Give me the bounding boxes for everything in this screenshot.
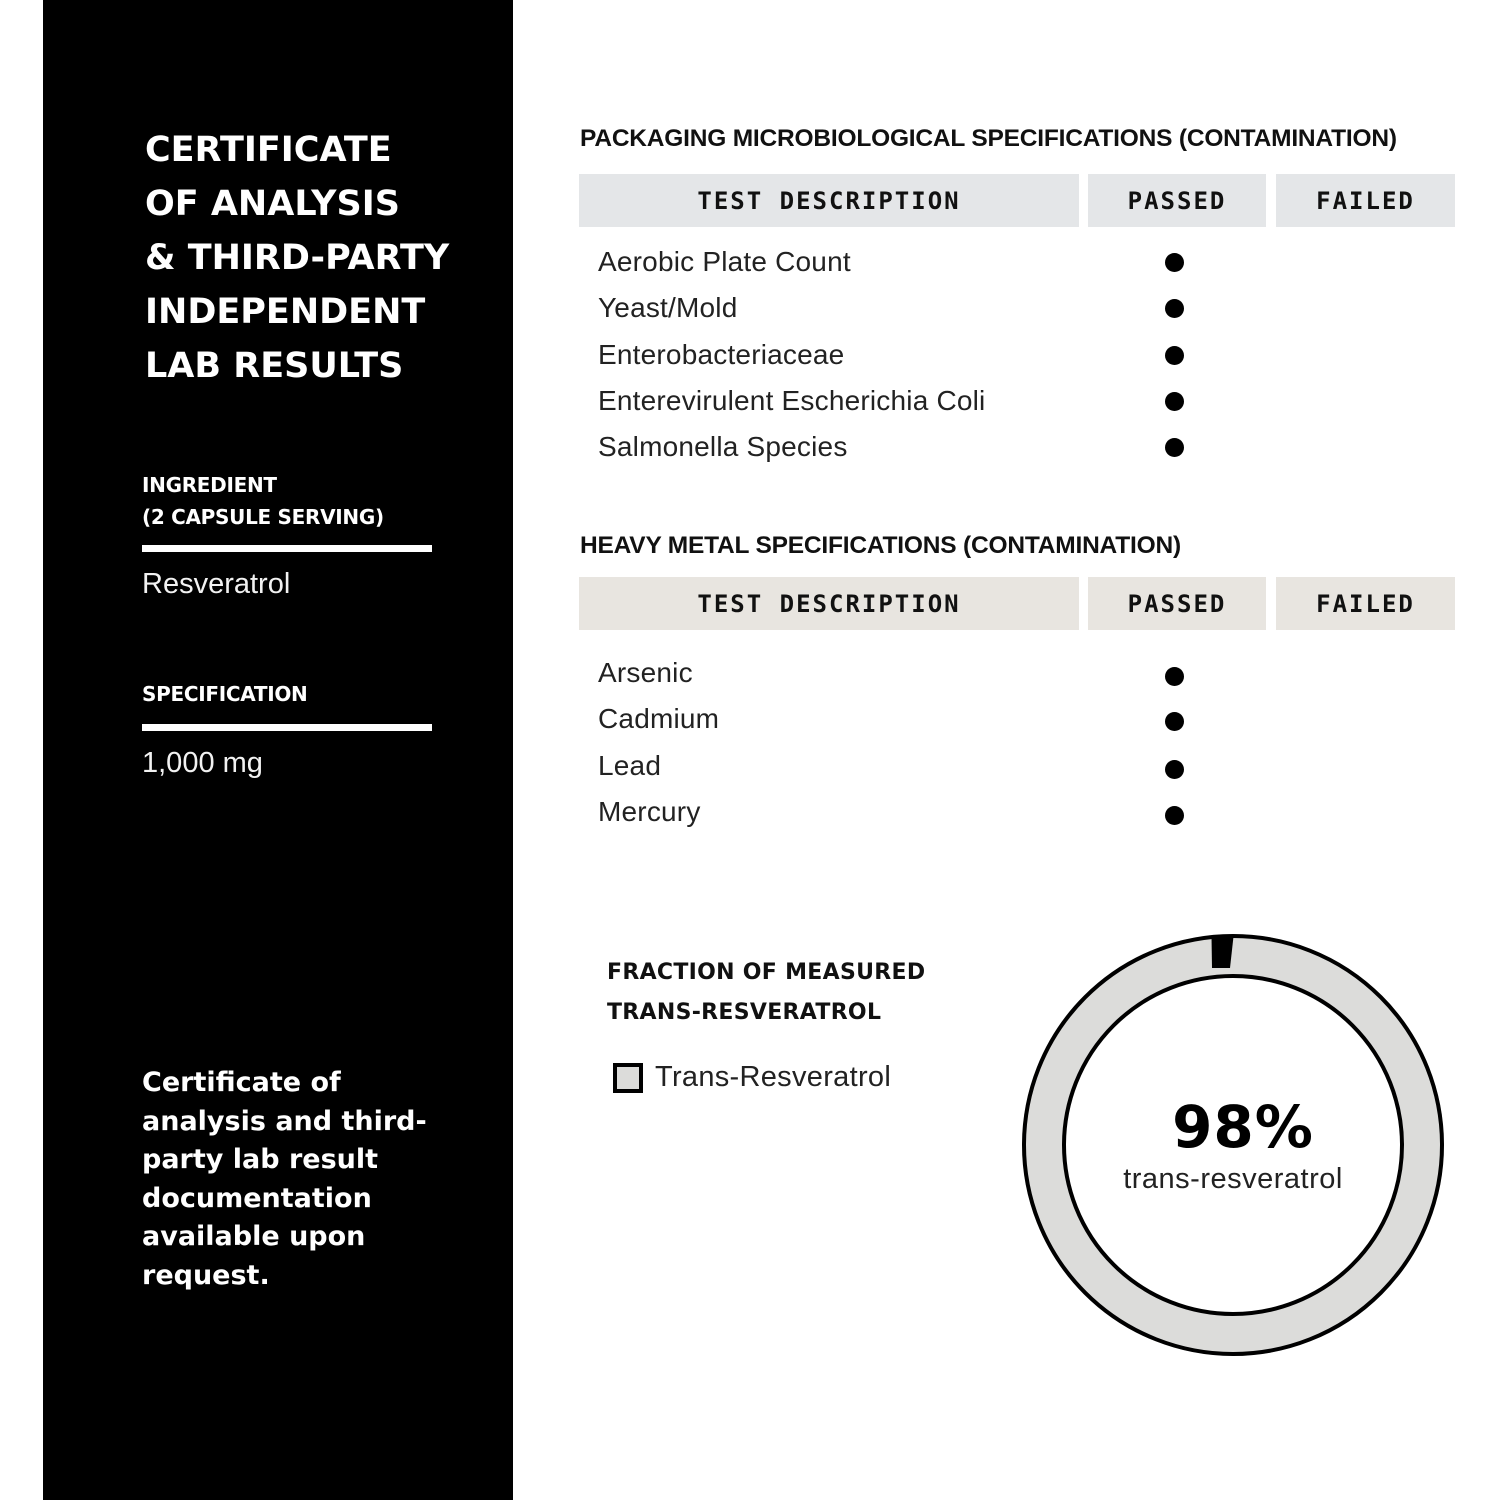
passed-dot-icon: [1165, 760, 1184, 779]
ingredient-heading: INGREDIENT: [142, 473, 277, 497]
microbiological-table-header: [579, 174, 1455, 227]
divider: [142, 545, 432, 552]
test-description: Aerobic Plate Count: [598, 246, 851, 277]
heavy-metal-table-header: [579, 577, 1455, 630]
table-row: [598, 656, 1458, 702]
table-row: [598, 795, 1458, 841]
legend-label: Trans-Resveratrol: [655, 1061, 892, 1093]
passed-dot-icon: [1165, 346, 1184, 365]
column-header-passed: PASSED: [1088, 577, 1266, 630]
table-row: [598, 338, 1458, 384]
fraction-title-line: FRACTION OF MEASURED: [607, 960, 926, 985]
legend-swatch-icon: [613, 1063, 643, 1093]
title-line: INDEPENDENT: [145, 292, 426, 332]
table-row: [598, 291, 1458, 337]
passed-dot-icon: [1165, 438, 1184, 457]
table-row: [598, 245, 1458, 291]
fraction-title: [607, 953, 987, 1033]
title-line: OF ANALYSIS: [145, 184, 400, 224]
specification-value: 1,000 mg: [142, 747, 263, 779]
table-row: [598, 749, 1458, 795]
ingredient-value: Resveratrol: [142, 568, 291, 600]
divider: [142, 724, 432, 731]
column-header-test-description: TEST DESCRIPTION: [579, 174, 1079, 227]
title-line: & THIRD-PARTY: [145, 238, 450, 278]
column-header-test-description: TEST DESCRIPTION: [579, 577, 1079, 630]
title-line: LAB RESULTS: [145, 346, 404, 386]
title-line: CERTIFICATE: [145, 130, 392, 170]
microbiological-section-title: PACKAGING MICROBIOLOGICAL SPECIFICATIONS (CONTAMINATION): [580, 125, 1397, 152]
microbiological-table-body: [598, 245, 1458, 476]
passed-dot-icon: [1165, 667, 1184, 686]
test-description: Lead: [598, 749, 662, 781]
test-description: Salmonella Species: [598, 431, 848, 463]
table-row: [598, 384, 1458, 430]
table-row: [598, 702, 1458, 748]
test-description: Enterobacteriaceae: [598, 338, 845, 370]
ingredient-block: [142, 469, 442, 602]
specification-heading: SPECIFICATION: [142, 682, 308, 706]
passed-dot-icon: [1165, 806, 1184, 825]
percentage-label: trans-resveratrol: [1123, 1163, 1343, 1195]
table-row: [598, 430, 1458, 476]
test-description: Mercury: [598, 795, 701, 827]
specification-block: [142, 678, 442, 781]
documentation-note: Certificate of analysis and third-party lab result documentation available upon request.: [142, 1067, 427, 1291]
certificate-title: [145, 123, 505, 393]
column-header-failed: FAILED: [1276, 577, 1455, 630]
donut-chart: [1021, 933, 1445, 1357]
column-header-failed: FAILED: [1276, 174, 1455, 227]
heavy-metal-section-title: HEAVY METAL SPECIFICATIONS (CONTAMINATION): [580, 532, 1181, 559]
passed-dot-icon: [1165, 712, 1184, 731]
test-description: Arsenic: [598, 657, 693, 688]
percentage-value: 98%: [1172, 1093, 1314, 1161]
column-header-passed: PASSED: [1088, 174, 1266, 227]
sidebar-panel: [43, 0, 513, 1500]
test-description: Enterevirulent Escherichia Coli: [598, 384, 986, 416]
test-description: Cadmium: [598, 703, 720, 735]
passed-dot-icon: [1165, 253, 1184, 272]
chart-legend: [613, 1061, 891, 1094]
passed-dot-icon: [1165, 392, 1184, 411]
passed-dot-icon: [1165, 299, 1184, 318]
fraction-title-line: TRANS-RESVERATROL: [607, 1000, 882, 1025]
heavy-metal-table-body: [598, 656, 1458, 841]
ingredient-subheading: (2 CAPSULE SERVING): [142, 505, 384, 529]
test-description: Yeast/Mold: [598, 292, 738, 324]
